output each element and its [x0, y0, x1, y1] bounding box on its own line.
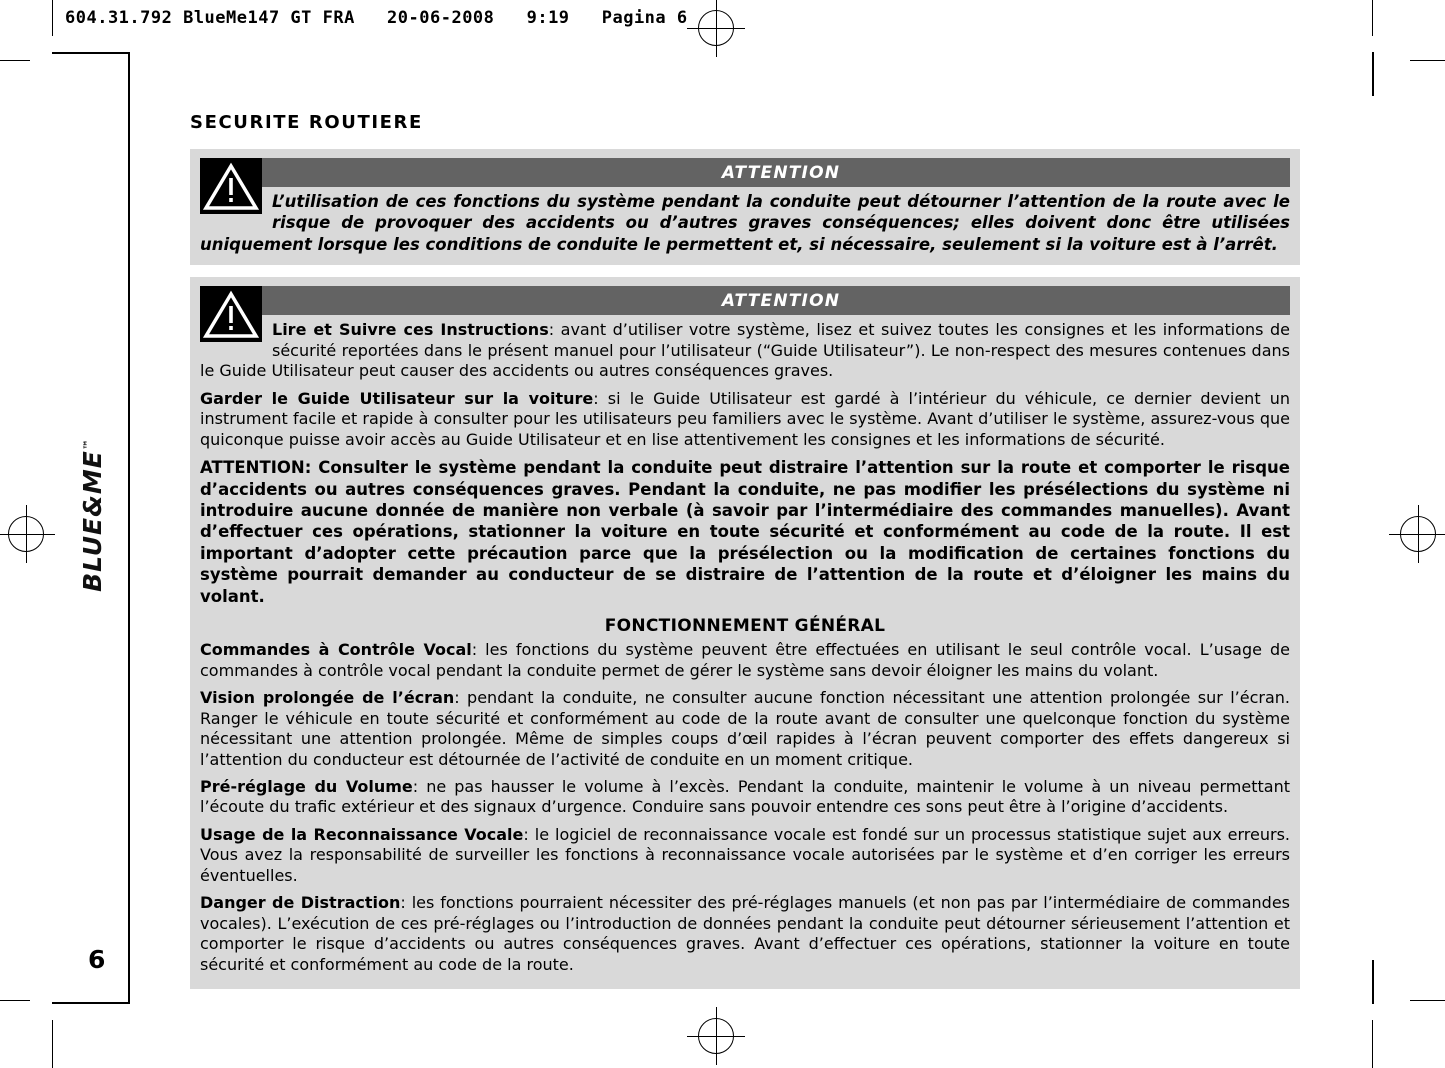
- page-frame-top-corner: [128, 52, 130, 96]
- box2-item-4-text: : les fonctions pourraient nécessiter des pré-réglages manuels (et non pas par l’intermédiaire de commandes vocales). L’exécution de ces pré-réglages ou l’introduction de données pendant la conduite peut détourner sérieusement l’attention et comporter le risque d’accidents ou autres conséquences graves. Avant d’effectuer ces opérations, stationner la voiture en toute sécurité et conformément au code de la route.: [200, 893, 1291, 974]
- crop-mark-left-h-top: [0, 60, 30, 61]
- box2-item-3-text: : le logiciel de reconnaissance vocale est fondé sur un processus statistique sujet aux erreurs. Vous avez la responsabilité de surveiller les fonctions à reconnaissance vocale autorisées par le système et d’en corriger les erreurs éventuelles.: [200, 824, 1290, 885]
- page-frame-left-upper: [128, 94, 130, 1004]
- page-frame-top: [52, 52, 130, 54]
- box2-item-2-text: : ne pas hausser le volume à l’excès. Pendant la conduite, maintenir le volume à un niveau permettant l’écoute du trafic extérieur et des signaux d’urgence. Conduire sans pouvoir entendre ces sons peut être à l’origine d’accidents.: [200, 777, 1290, 817]
- print-header: 604.31.792 BlueMe147 GT FRA 20-06-2008 9:19 Pagina 6: [65, 8, 688, 28]
- box2-notice: ATTENTION: Consulter le système pendant la conduite peut distraire l’attention sur la route et comporter le risque d’accidents ou autres conséquences graves. Pendant la conduite, ne pas modifier les présélections du système ni introduire aucune donnée de manière non verbale (à savoir par l’intermédiaire des commandes manuelles). Avant d’effectuer ces opérations, stationner la voiture en toute sécurité et conformément au code de la route. Il est important d’adopter cette précaution parce que la présélection ou la modification de certaines fonctions du système pourrait demander au conducteur de se distraire de l’attention de la route et d’éloigner les mains du volant.: [200, 458, 1290, 606]
- warning-triangle-svg: [200, 158, 262, 214]
- attention-banner-1: ATTENTION: [200, 158, 1290, 187]
- warning-triangle-icon: [200, 158, 262, 214]
- registration-mark-left: [8, 516, 44, 552]
- box2-item-3-lead: Usage de la Reconnaissance Vocale: [200, 824, 524, 844]
- box2-item-2: [200, 777, 1290, 818]
- box2-paragraph-1-text: : avant d’utiliser votre système, lisez et suivez toutes les consignes et les informations de sécurité reportées dans le présent manuel pour l’utilisateur (“Guide Utilisateur”). Le non-respect des mesures contenues dans le Guide Utilisateur peut causer des accidents ou autres conséquences graves.: [200, 320, 1290, 381]
- crop-mark-right-h-bottom: [1410, 1000, 1445, 1001]
- crop-mark-right-h-top: [1410, 60, 1445, 61]
- warning-triangle-svg-2: [200, 286, 262, 342]
- attention-box-1-text: L’utilisation de ces fonctions du système pendant la conduite peut détourner l’attention de la route avec le risque de provoquer des accidents ou d’autres graves conséquences; elles doivent donc être utilisées uniquement lorsque les conditions de conduite le permettent et, si nécessaire, seulement si la voiture est à l’arrêt.: [200, 192, 1290, 254]
- box2-paragraph-1: [200, 320, 1290, 381]
- box2-item-1-lead: Vision prolongée de l’écran: [200, 688, 455, 708]
- box2-item-0-text: : les fonctions du système peuvent être effectuées en utilisant le seul contrôle vocal. L’usage de commandes à contrôle vocal pendant la conduite permet de gérer le système sans devoir éloigner les mains du volant.: [200, 640, 1291, 680]
- side-brand-text: BLUE&ME: [78, 450, 107, 592]
- box2-paragraph-2-text: : si le Guide Utilisateur est gardé à l’intérieur du véhicule, ce dernier devient un instrument facile et rapide à consulter pour les utilisateurs peu familiers avec le système. Avant d’utiliser le système, assurez-vous que quiconque puisse avoir accès au Guide Utilisateur et en lise attentivement les consignes et les informations de sécurité.: [200, 388, 1290, 449]
- box2-paragraph-2-lead: Garder le Guide Utilisateur sur la voiture: [200, 388, 594, 408]
- box2-item-0: [200, 640, 1290, 681]
- crop-mark-top-left-v: [52, 0, 53, 36]
- registration-mark-top: [698, 10, 734, 46]
- registration-mark-bottom: [698, 1018, 734, 1054]
- box2-paragraph-1-lead: Lire et Suivre ces Instructions: [272, 320, 549, 340]
- page-frame-right-bottom: [1372, 960, 1374, 1004]
- crop-mark-bottom-left-v: [52, 1020, 53, 1068]
- page-frame-right-top: [1372, 52, 1374, 96]
- box2-item-0-lead: Commandes à Contrôle Vocal: [200, 640, 472, 660]
- page-number: 6: [88, 945, 106, 974]
- crop-mark-top-right-v: [1372, 0, 1373, 36]
- box2-item-1: [200, 688, 1290, 770]
- box2-item-2-lead: Pré-réglage du Volume: [200, 777, 413, 796]
- crop-mark-bottom-right-v: [1372, 1020, 1373, 1068]
- registration-mark-right: [1400, 516, 1436, 552]
- warning-triangle-icon-2: [200, 286, 262, 342]
- page-title: SECURITE ROUTIERE: [190, 112, 423, 133]
- page-frame-bottom: [52, 1002, 130, 1004]
- crop-mark-left-h-bottom: [0, 1000, 30, 1001]
- box2-item-3: [200, 825, 1290, 886]
- box2-item-4: [200, 893, 1290, 975]
- box2-subheading: FONCTIONNEMENT GÉNÉRAL: [604, 616, 886, 637]
- attention-banner-2: ATTENTION: [200, 286, 1290, 315]
- trademark-symbol: ™: [81, 438, 95, 451]
- box2-item-1-text: : pendant la conduite, ne consulter aucune fonction nécessitant une attention prolongée sur l’écran. Ranger le véhicule en toute sécurité et conformément au code de la route avant de consulter une quelconque fonction du système nécessitant une attention prolongée. Même de simples coups d’œil rapides à l’écran peuvent comporter des effets dangereux si l’attention du conducteur est détournée de l’activité de conduite en un moment critique.: [200, 688, 1291, 769]
- attention-box-2: [190, 277, 1300, 989]
- box2-item-4-lead: Danger de Distraction: [200, 893, 401, 913]
- attention-box-1: [190, 149, 1300, 265]
- page-content: [190, 112, 1300, 989]
- box2-paragraph-2: [200, 389, 1290, 450]
